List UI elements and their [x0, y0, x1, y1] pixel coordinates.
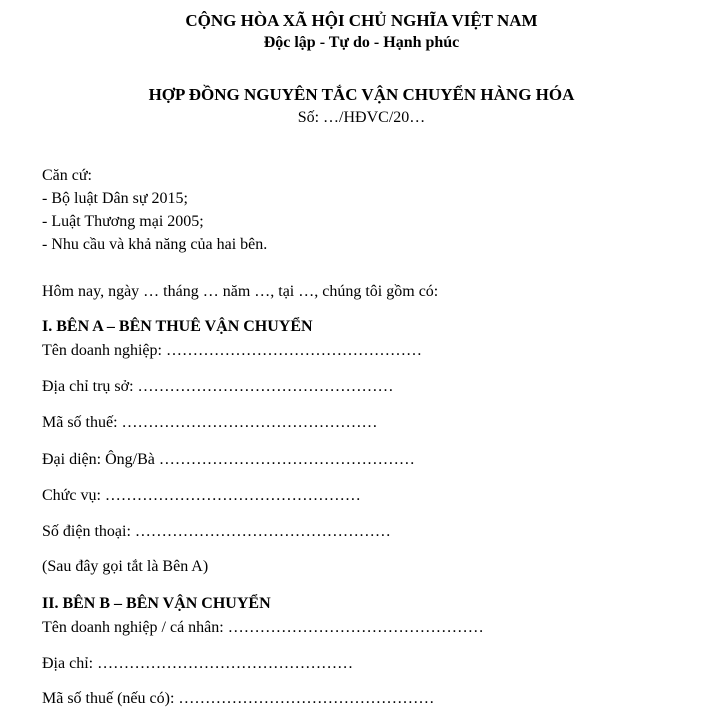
party-b-field: Địa chỉ: ………………………………………… — [42, 655, 354, 672]
party-a-field: Chức vụ: ………………………………………… — [42, 487, 361, 504]
party-a-field: Đại diện: Ông/Bà ………………………………………… — [42, 451, 415, 468]
party-b-field: Tên doanh nghiệp / cá nhân: ………………………………………… — [42, 619, 484, 636]
nation-heading: CỘNG HÒA XÃ HỘI CHỦ NGHĨA VIỆT NAM — [185, 11, 538, 30]
intro-text: Hôm nay, ngày … tháng … năm …, tại …, chúng tôi gồm có: — [42, 283, 439, 300]
party-a-field: Tên doanh nghiệp: ………………………………………… — [42, 342, 422, 359]
party-a-heading: I. BÊN A – BÊN THUÊ VẬN CHUYỂN — [42, 318, 313, 335]
party-a-field: Số điện thoại: ………………………………………… — [42, 523, 391, 540]
party-b-field: Mã số thuế (nếu có): ………………………………………… — [42, 690, 435, 707]
party-a-field: Địa chỉ trụ sở: ………………………………………… — [42, 378, 394, 395]
basis-item: - Nhu cầu và khả năng của hai bên. — [42, 236, 268, 253]
basis-item: - Luật Thương mại 2005; — [42, 213, 204, 230]
party-a-note: (Sau đây gọi tắt là Bên A) — [42, 558, 209, 575]
contract-title: HỢP ĐỒNG NGUYÊN TẮC VẬN CHUYỂN HÀNG HÓA — [148, 85, 575, 104]
contract-number: Số: …/HĐVC/20… — [297, 109, 426, 126]
motto-heading: Độc lập - Tự do - Hạnh phúc — [263, 34, 460, 51]
basis-heading: Căn cứ: — [42, 167, 92, 184]
basis-item: - Bộ luật Dân sự 2015; — [42, 190, 188, 207]
party-a-field: Mã số thuế: ………………………………………… — [42, 414, 378, 431]
party-b-heading: II. BÊN B – BÊN VẬN CHUYỂN — [42, 595, 271, 612]
